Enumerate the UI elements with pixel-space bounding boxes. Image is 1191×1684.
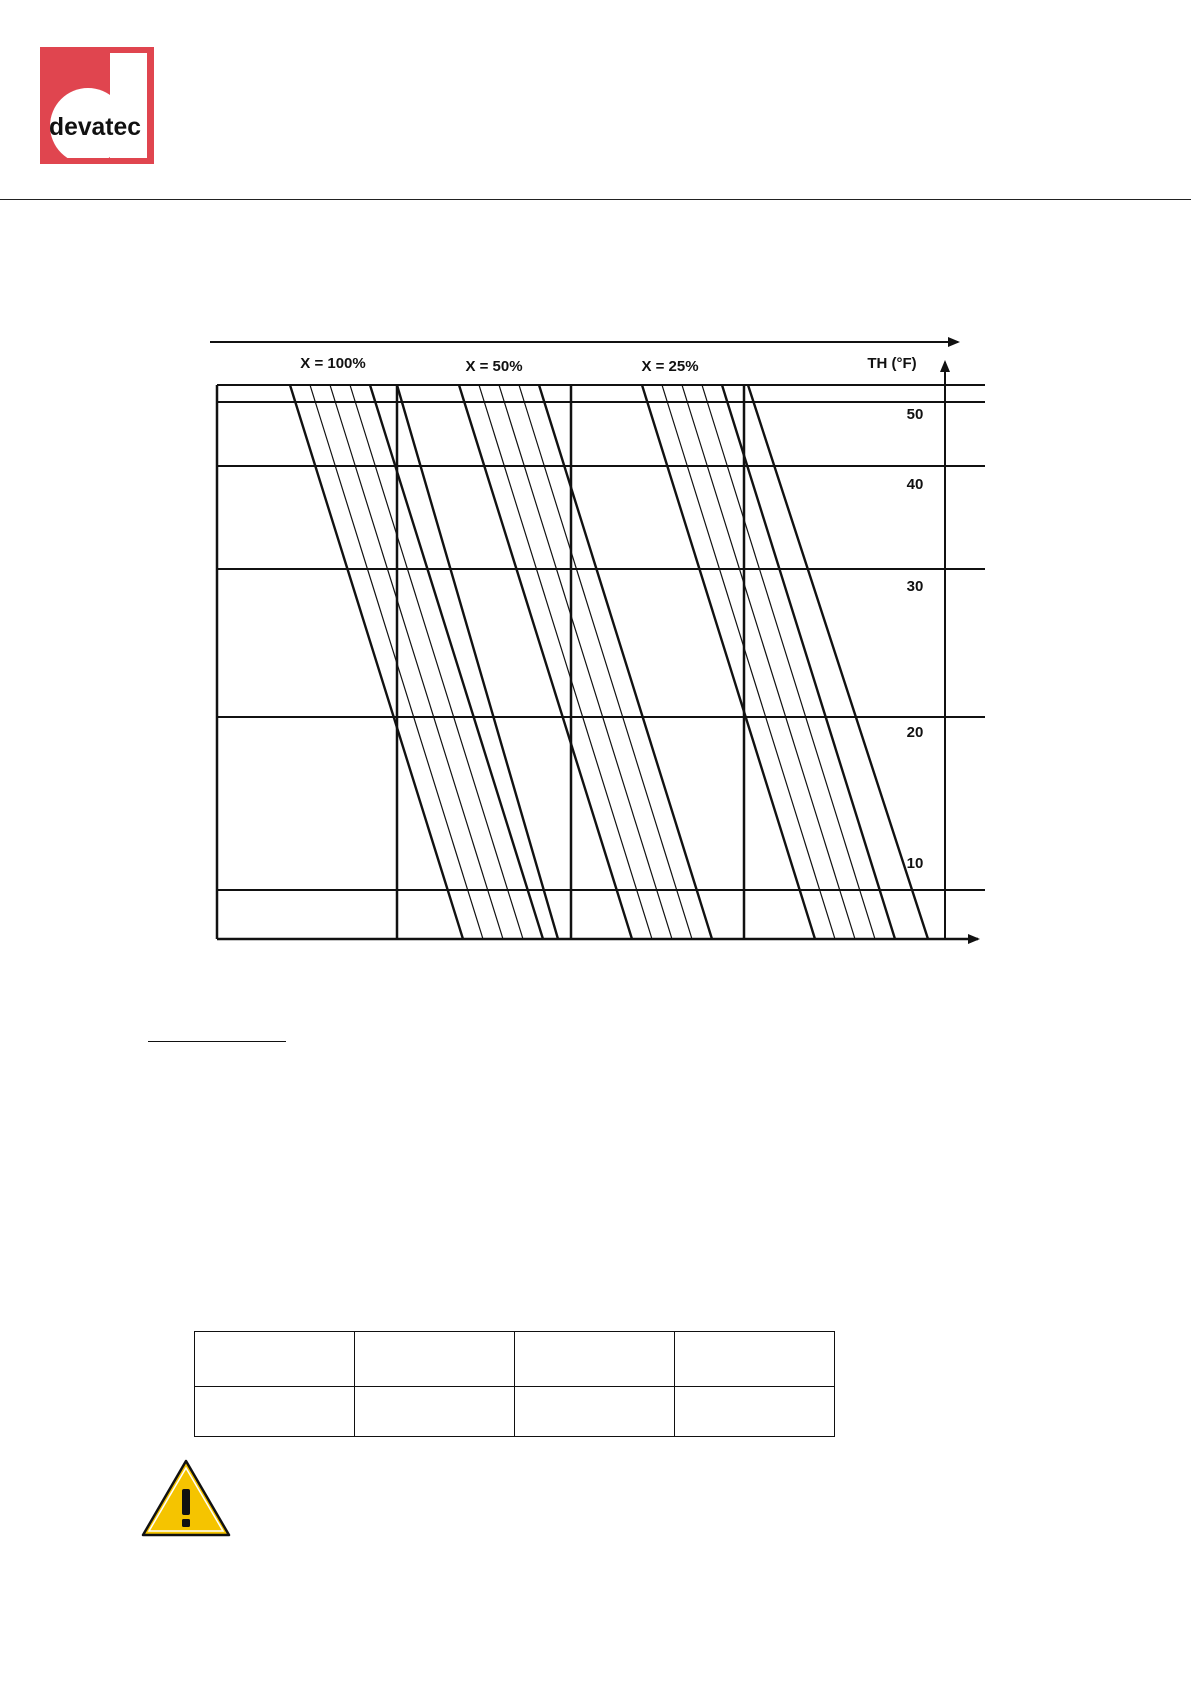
table-cell bbox=[515, 1387, 675, 1437]
devatec-logo bbox=[40, 47, 154, 164]
table-cell bbox=[675, 1387, 835, 1437]
column-label-25: X = 25% bbox=[641, 358, 699, 375]
column-label-50: X = 50% bbox=[465, 358, 523, 375]
header-divider bbox=[0, 199, 1191, 200]
y-tick-label: 30 bbox=[906, 578, 924, 595]
table-row bbox=[195, 1387, 835, 1437]
logo-text: devatec bbox=[49, 113, 142, 141]
table-cell bbox=[355, 1332, 515, 1387]
y-tick-label: 20 bbox=[906, 724, 924, 741]
empty-table bbox=[194, 1331, 835, 1437]
y-tick-label: 40 bbox=[906, 476, 924, 493]
column-label-100: X = 100% bbox=[300, 355, 366, 372]
chart-series-line bbox=[682, 385, 855, 939]
section-underline bbox=[148, 1041, 286, 1042]
y-tick-label: 10 bbox=[906, 855, 924, 872]
table-cell bbox=[675, 1332, 835, 1387]
table-row bbox=[195, 1332, 835, 1387]
y-axis-label: TH (°F) bbox=[867, 355, 917, 372]
table-cell bbox=[195, 1332, 355, 1387]
table-cell bbox=[355, 1387, 515, 1437]
hardness-chart bbox=[200, 325, 1000, 965]
warning-triangle-icon bbox=[140, 1458, 232, 1538]
chart-series-line bbox=[748, 385, 928, 939]
table-cell bbox=[195, 1387, 355, 1437]
y-tick-label: 50 bbox=[906, 406, 924, 423]
table-cell bbox=[515, 1332, 675, 1387]
chart-series-line bbox=[499, 385, 672, 939]
